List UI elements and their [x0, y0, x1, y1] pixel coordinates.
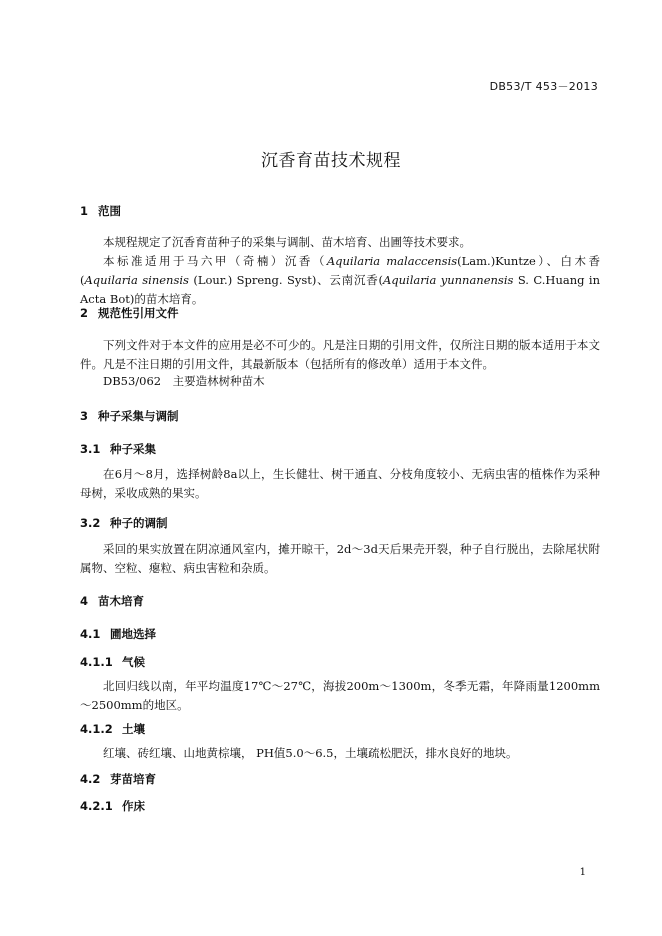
- section-heading: [80, 408, 179, 424]
- subsection-heading: [80, 771, 156, 787]
- section-number: 2: [80, 306, 89, 320]
- paragraph: [80, 252, 600, 309]
- section-number: 4: [80, 594, 89, 608]
- text-run: (Lam.)Kuntze）、白木香(: [80, 254, 601, 287]
- paragraph: 本规程规定了沉香育苗种子的采集与调制、苗木培育、出圃等技术要求。: [103, 235, 471, 249]
- text-run: 本标准适用于马六甲（奇楠）沉香（: [103, 254, 327, 268]
- section-title: 种子采集与调制: [98, 409, 179, 423]
- section-number: 4.1.1: [80, 655, 113, 669]
- section-number: 3: [80, 409, 89, 423]
- subsection-heading: [80, 798, 145, 814]
- species-name: Aquilaria sinensis: [84, 273, 189, 287]
- section-title: 规范性引用文件: [98, 306, 179, 320]
- section-title: 苗木培育: [98, 594, 144, 608]
- species-name: Aquilaria yunnanensis: [382, 273, 514, 287]
- paragraph: 下列文件对于本文件的应用是必不可少的。凡是注日期的引用文件，仅所注日期的版本适用于本文件。凡是不注日期的引用文件，其最新版本（包括所有的修改单）适用于本文件。: [80, 338, 600, 371]
- section-heading: [80, 305, 179, 321]
- section-number: 3.1: [80, 442, 101, 456]
- section-heading: [80, 593, 144, 609]
- normative-reference: DB53/062 主要造林树种苗木: [103, 374, 265, 388]
- standard-code: DB53/T 453－2013: [489, 80, 598, 93]
- section-number: 4.2: [80, 772, 101, 786]
- paragraph: 北回归线以南，年平均温度17℃～27℃，海拔200m～1300m，冬季无霜，年降雨量1200mm～2500mm的地区。: [80, 679, 600, 712]
- subsection-heading: [80, 515, 168, 531]
- section-title: 范围: [98, 204, 121, 218]
- section-number: 4.2.1: [80, 799, 113, 813]
- section-title: 气候: [122, 655, 145, 669]
- page-number: 1: [579, 867, 586, 878]
- paragraph: 采回的果实放置在阴凉通风室内，摊开晾干，2d～3d天后果壳开裂，种子自行脱出，去除尾状附属物、空粒、瘪粒、病虫害粒和杂质。: [80, 542, 600, 575]
- section-number: 4.1.2: [80, 722, 113, 736]
- section-number: 1: [80, 204, 89, 218]
- section-number: 3.2: [80, 516, 101, 530]
- paragraph: 在6月～8月，选择树龄8a以上，生长健壮、树干通直、分枝角度较小、无病虫害的植株作为采种母树，采收成熟的果实。: [80, 467, 600, 500]
- section-title: 种子的调制: [110, 516, 168, 530]
- section-title: 圃地选择: [110, 627, 156, 641]
- section-title: 土壤: [122, 722, 145, 736]
- text-run: S. C.Huang in Acta Bot)的苗木培育。: [80, 273, 600, 306]
- section-heading: [80, 203, 121, 219]
- section-title: 种子采集: [110, 442, 156, 456]
- section-title: 芽苗培育: [110, 772, 156, 786]
- page-title: 沉香育苗技术规程: [261, 151, 401, 171]
- species-name: Aquilaria malaccensis: [326, 254, 458, 268]
- subsection-heading: [80, 721, 145, 737]
- subsection-heading: [80, 441, 156, 457]
- paragraph: 红壤、砖红壤、山地黄棕壤， PH值5.0～6.5，土壤疏松肥沃，排水良好的地块。: [103, 746, 518, 760]
- section-number: 4.1: [80, 627, 101, 641]
- subsection-heading: [80, 626, 156, 642]
- section-title: 作床: [122, 799, 145, 813]
- text-run: (Lour.) Spreng. Syst)、云南沉香(: [188, 273, 383, 287]
- subsection-heading: [80, 654, 145, 670]
